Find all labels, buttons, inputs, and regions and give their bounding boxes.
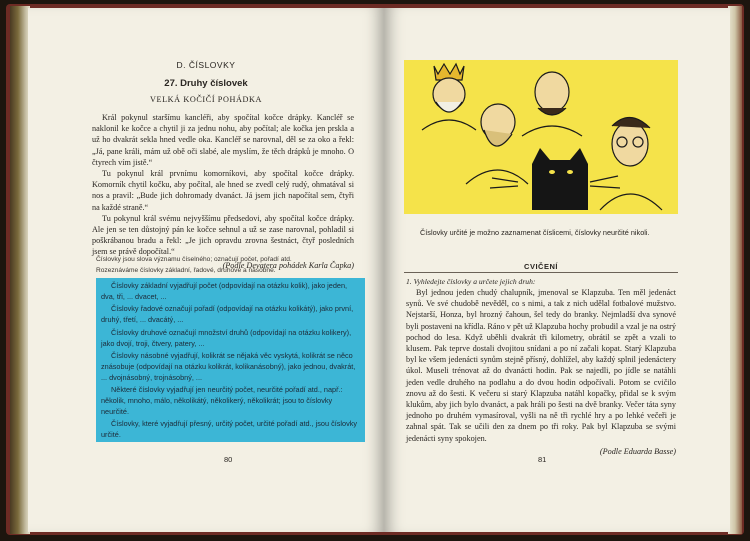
note-block [96, 254, 358, 276]
story-text [92, 112, 354, 271]
exercise-heading: CVIČENÍ [524, 262, 558, 271]
story-title: VELKÁ KOČIČÍ POHÁDKA [149, 95, 263, 104]
exercise-text: Byl jednou jeden chudý chalupník, jmenoval se Klapzuba. Ten měl jedenáct synů. Ve své chudobě nevěděl, co s nimi, a tak z nich udělal fotbalové mužstvo. Nejstarší, Honza, byl hrozný čahoun, šel tedy do branky. Nejmladší dva synové byli postaveni na křídla. Ráno v pět už Klapzuba hochy probudil a vzal je na ostrý pochod do lesa. Když uběhli dvakrát tři kilometry, obrátil se zpět a vzali to klusem. Pak teprve dostali dvojitou snídani a po ní začali kopat. Starý Klapzuba byl ke všem jedenácti synům stejně přísný, dohlížel, aby každý splnil jedenáctery úkol. Museli trénovat až do dvanácti hodin. Pak se najedli, po jídle se natáhli jeden vedle druhého na podlahu a do dvou hodin odpočívali. Potom se cvičilo znovu až do šesti. K večeru si starý Klapzuba natáhl kopačky, přidal se k svým klukům, aby jich bylo dvanáct, a pak hráli po šesti na dvě branky. Večer táta syny jednoho po druhém vymasíroval, vyšli na ně tři rychlé hry a po lehké večeři je zahnal spát. Tak se učili den za dnem po tři roky. Pak byl Klapzuba se svými jedenácti syny spokojen. [406, 288, 676, 443]
definitions-box [96, 278, 365, 442]
illustration-drawing [404, 60, 678, 214]
page-edges-right [728, 6, 742, 534]
note-line: Číslovky jsou slova významu číselného; označují počet, pořadí atd. [96, 256, 292, 263]
illustration-caption: Číslovky určité je možno zaznamenat číslicemi, číslovky neurčité nikoli. [420, 228, 650, 237]
chapter-title: 27. Druhy číslovek [164, 78, 248, 89]
definition: Číslovky, které vyjadřují přesný, určitý počet, určité pořadí atd., jsou číslovky určité. [101, 419, 358, 440]
cat-and-court-illustration [404, 60, 678, 214]
left-page [28, 8, 384, 532]
story-paragraph: Král pokynul staršímu kancléři, aby spočítal kočce drápky. Kancléř se naklonil ke kočce a chytil ji za jednu nohu, aby počítal; ale kočka jen prskla a už ho dvakrát sekla hned vedle oka. Kancléř se narovnal, děl se za oko a řekl: „Já, pane králi, mám už obě oči slabé, ale myslím, že těch drápků je mnoho. O čtyrech vím jistě.“ [92, 113, 354, 167]
note-line: Rozeznáváme číslovky základní, řadové, druhové a násobné. [96, 267, 276, 274]
story-paragraph: Tu pokynul král prvnímu komorníkovi, aby spočítal kočce drápky. Komorník chytil kočku, aby počítal, ale hned se zvedl celý rudý, ohmatával si nos a pravil: „Bude jich dohromady dvanáct. Já jsem jich napočítal sem, čtyři na každé straně.“ [92, 169, 354, 212]
page-number: 80 [224, 455, 233, 464]
page-number: 81 [538, 455, 547, 464]
exercise-task: 1. Vyhledejte číslovky a určete jejich druh: [406, 277, 536, 286]
definition: Číslovky řadové označují pořadí (odpovídají na otázku kolikátý), jako první, druhý, třetí, ... dvacátý, ... [101, 304, 354, 325]
definition: Číslovky základní vyjadřují počet (odpovídají na otázku kolik), jako jeden, dva, tři, ... dvacet, ... [101, 281, 348, 301]
story-paragraph: Tu pokynul král svému nejvyššímu předsedovi, aby spočítal kočce drápky. Ale jen se ten důstojný pán ke kočce sehnul a už se zase narovnal, pohladil si poškrábanou bradu a řekl: „Je jich opravdu zrovna šestnáct, čtyř posledních jsem se právě dopočítal.“ [92, 213, 354, 257]
definition: Číslovky násobné vyjadřují, kolikrát se nějaká věc vyskytá, kolikrát se něco znásobuje (odpovídají na otázku kolikrát, kolikanásobný), jako jednou, dvakrát, ... dvojnásobný, trojnásobný, ... [101, 351, 356, 382]
page-edges-left [10, 6, 30, 534]
exercise-source: (Podle Eduarda Basse) [599, 446, 676, 456]
heading-rule [404, 272, 678, 273]
definition: Některé číslovky vyjadřují jen neurčitý počet, neurčité pořadí atd., např.: několik, mnoho, málo, několikátý, několikerý, několikrát; jsou to číslovky neurčité. [101, 385, 343, 416]
section-heading: D. ČÍSLOVKY [176, 60, 236, 70]
exercise-block [406, 276, 676, 457]
definition: Číslovky druhové označují množství druhů (odpovídají na otázku kolikery), jako dvojí, troji, čtvery, patery, ... [101, 327, 352, 348]
story-source: (Podle Devatera pohádek Karla Čapka) [222, 260, 354, 270]
